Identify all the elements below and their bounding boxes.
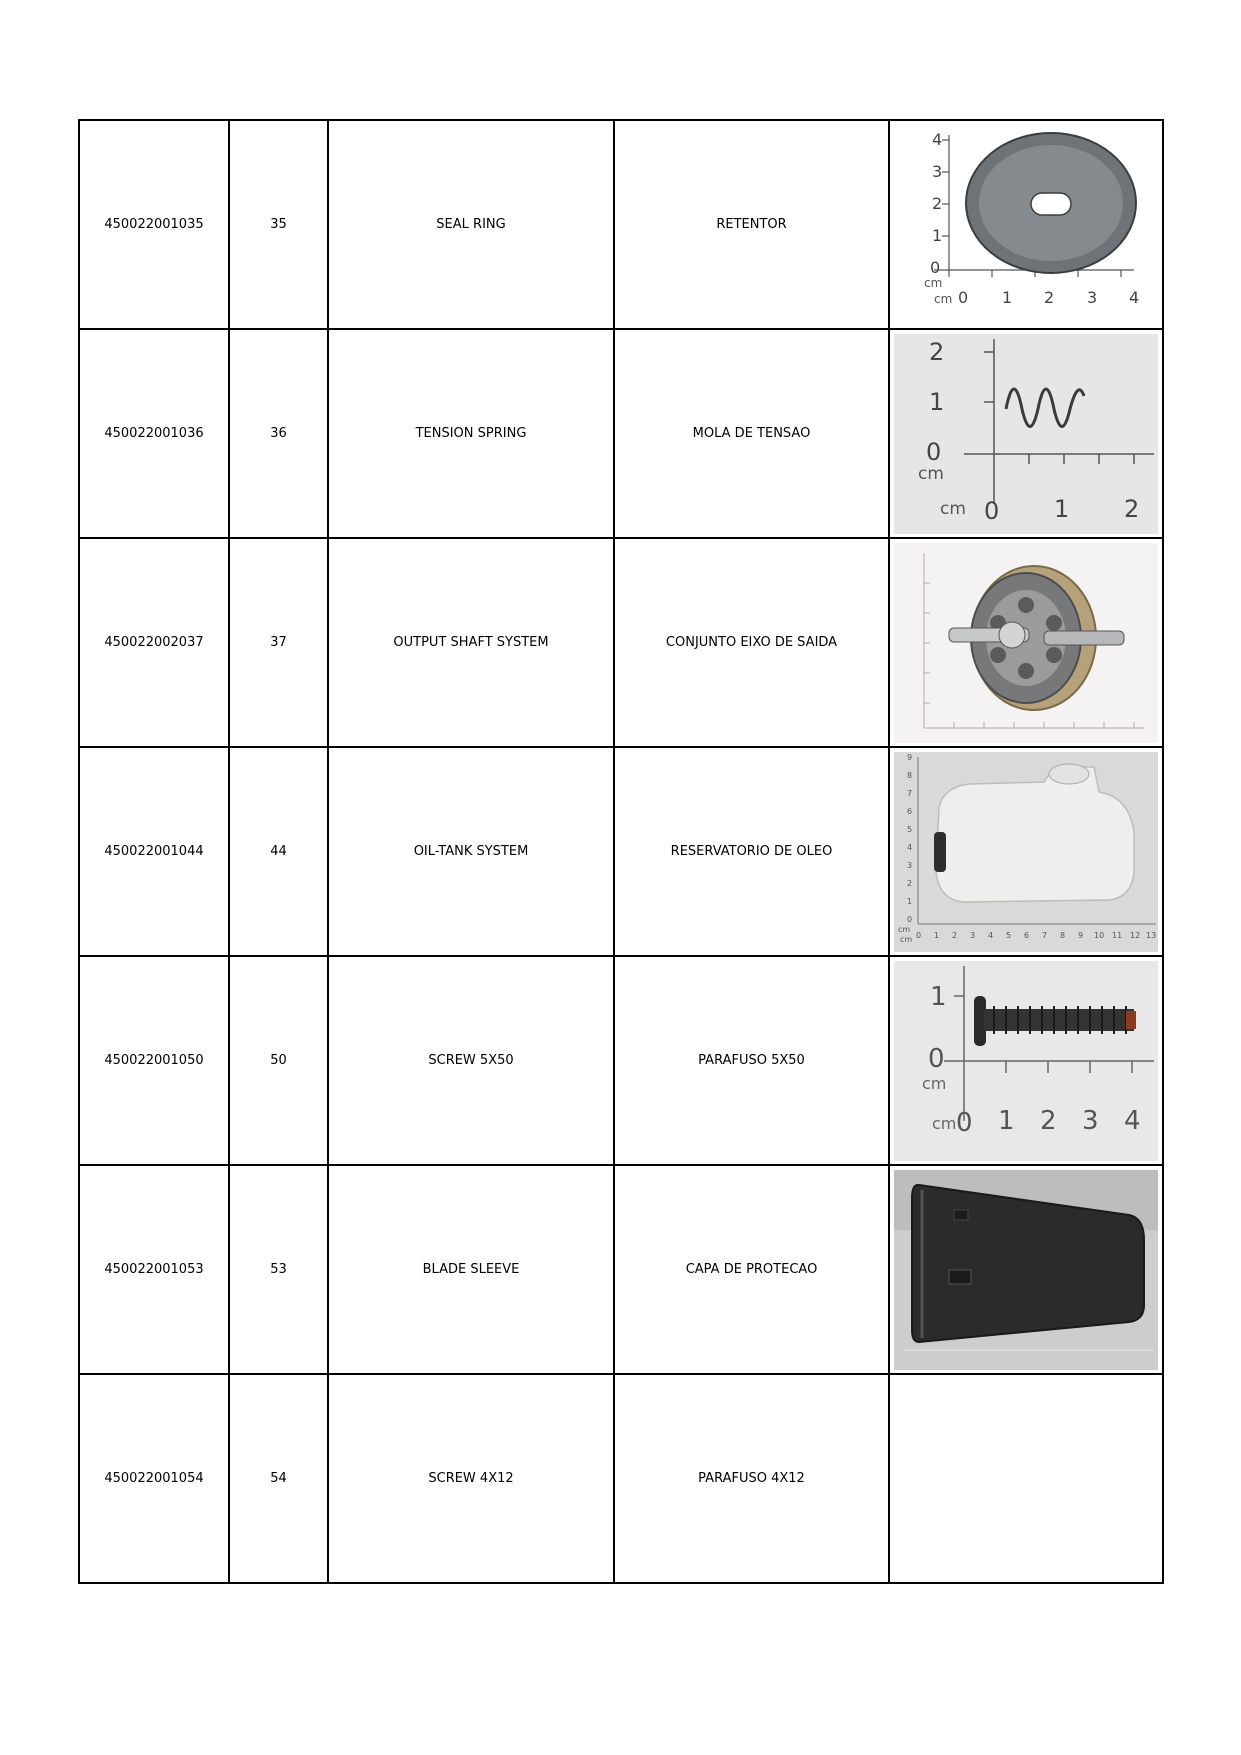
screw-photo — [894, 961, 1158, 1161]
ruler-tick-label: 1 — [932, 225, 943, 245]
ruler-tick-label: 0 — [907, 914, 913, 924]
part-number: 450022001044 — [79, 747, 229, 956]
ruler-unit-label: cm — [900, 934, 913, 944]
ruler-tick-label: 13 — [1146, 930, 1157, 940]
ruler-tick-label: 9 — [1078, 930, 1084, 940]
ruler-tick-label: 0 — [956, 1107, 973, 1138]
tension-spring-photo — [894, 334, 1158, 534]
ruler-tick-label: 4 — [1124, 1105, 1141, 1136]
ruler-tick-label: 12 — [1130, 930, 1141, 940]
table-row — [79, 956, 1163, 1165]
ruler-tick-label: 0 — [930, 257, 941, 277]
description-pt: MOLA DE TENSAO — [614, 329, 889, 538]
part-number: 450022001054 — [79, 1374, 229, 1583]
ruler-unit-label: cm — [934, 291, 953, 306]
description-pt: CONJUNTO EIXO DE SAIDA — [614, 538, 889, 747]
ruler-tick-label: 0 — [926, 437, 942, 466]
ruler-tick-label: 0 — [984, 496, 1000, 525]
ruler-tick-label: 3 — [1087, 287, 1098, 307]
ruler-tick-label: 1 — [929, 387, 945, 416]
ruler-tick-label: 8 — [907, 770, 913, 780]
position-number: 35 — [229, 120, 328, 329]
description-en: OUTPUT SHAFT SYSTEM — [328, 538, 614, 747]
ruler-tick-label: 11 — [1112, 930, 1123, 940]
ruler-tick-label: 0 — [916, 930, 922, 940]
ruler-tick-label: 3 — [970, 930, 976, 940]
ruler-tick-label: 2 — [1040, 1105, 1057, 1136]
blade-sleeve-photo — [894, 1170, 1158, 1370]
ruler-tick-label: 2 — [952, 930, 958, 940]
ruler-tick-label: 3 — [907, 860, 913, 870]
description-en: SEAL RING — [328, 120, 614, 329]
part-photo-cell — [889, 1165, 1163, 1374]
ruler-tick-label: 5 — [907, 824, 913, 834]
position-number: 37 — [229, 538, 328, 747]
oil-tank-photo — [894, 752, 1158, 952]
ruler-tick-label: 1 — [907, 896, 913, 906]
ruler-tick-label: 1 — [934, 930, 940, 940]
ruler-tick-label: 1 — [930, 981, 947, 1012]
ruler-tick-label: 1 — [1002, 287, 1013, 307]
position-number: 54 — [229, 1374, 328, 1583]
description-en: TENSION SPRING — [328, 329, 614, 538]
ruler-tick-label: 3 — [1082, 1105, 1099, 1136]
position-number: 50 — [229, 956, 328, 1165]
ruler-tick-label: 2 — [1124, 494, 1140, 523]
ruler-tick-label: 5 — [1006, 930, 1012, 940]
ruler-tick-label: 1 — [1054, 494, 1070, 523]
position-number: 44 — [229, 747, 328, 956]
part-number: 450022002037 — [79, 538, 229, 747]
table-row — [79, 538, 1163, 747]
seal-ring-photo — [894, 125, 1158, 325]
ruler-unit-label: cm — [932, 1113, 957, 1133]
position-number: 53 — [229, 1165, 328, 1374]
ruler-tick-label: 10 — [1094, 930, 1105, 940]
table-row — [79, 329, 1163, 538]
ruler-tick-label: 1 — [998, 1105, 1015, 1136]
ruler-tick-label: 2 — [1044, 287, 1055, 307]
part-number: 450022001053 — [79, 1165, 229, 1374]
ruler-tick-label: 4 — [1129, 287, 1140, 307]
description-pt: RETENTOR — [614, 120, 889, 329]
ruler-unit-label: cm — [940, 498, 966, 519]
ruler-unit-label: cm — [924, 275, 943, 290]
description-en: OIL-TANK SYSTEM — [328, 747, 614, 956]
description-en: SCREW 5X50 — [328, 956, 614, 1165]
ruler-unit-label: cm — [898, 924, 911, 934]
ruler-tick-label: 0 — [928, 1043, 945, 1074]
part-number: 450022001036 — [79, 329, 229, 538]
ruler-tick-label: 6 — [907, 806, 913, 816]
description-pt: RESERVATORIO DE OLEO — [614, 747, 889, 956]
table-row — [79, 120, 1163, 329]
ruler-tick-label: 8 — [1060, 930, 1066, 940]
description-en: BLADE SLEEVE — [328, 1165, 614, 1374]
output-shaft-photo — [894, 543, 1158, 743]
part-photo-cell — [889, 120, 1163, 329]
part-photo-cell — [889, 329, 1163, 538]
ruler-tick-label: 6 — [1024, 930, 1030, 940]
part-photo-cell — [889, 538, 1163, 747]
ruler-tick-label: 4 — [907, 842, 913, 852]
position-number: 36 — [229, 329, 328, 538]
description-pt: CAPA DE PROTECAO — [614, 1165, 889, 1374]
ruler-tick-label: 9 — [907, 752, 913, 762]
description-en: SCREW 4X12 — [328, 1374, 614, 1583]
ruler-unit-label: cm — [918, 463, 944, 484]
table-row — [79, 747, 1163, 956]
table-row — [79, 1165, 1163, 1374]
description-pt: PARAFUSO 4X12 — [614, 1374, 889, 1583]
table-row — [79, 1374, 1163, 1583]
part-number: 450022001035 — [79, 120, 229, 329]
description-pt: PARAFUSO 5X50 — [614, 956, 889, 1165]
parts-table — [78, 119, 1164, 1584]
ruler-tick-label: 4 — [932, 129, 943, 149]
part-photo-cell — [889, 747, 1163, 956]
ruler-tick-label: 2 — [932, 193, 943, 213]
part-photo-cell — [889, 1374, 1163, 1583]
part-number: 450022001050 — [79, 956, 229, 1165]
ruler-tick-label: 4 — [988, 930, 994, 940]
ruler-tick-label: 7 — [1042, 930, 1048, 940]
ruler-tick-label: 7 — [907, 788, 913, 798]
part-photo-cell — [889, 956, 1163, 1165]
ruler-tick-label: 2 — [929, 337, 945, 366]
ruler-tick-label: 3 — [932, 161, 943, 181]
ruler-tick-label: 0 — [958, 287, 969, 307]
ruler-unit-label: cm — [922, 1073, 947, 1093]
ruler-tick-label: 2 — [907, 878, 913, 888]
